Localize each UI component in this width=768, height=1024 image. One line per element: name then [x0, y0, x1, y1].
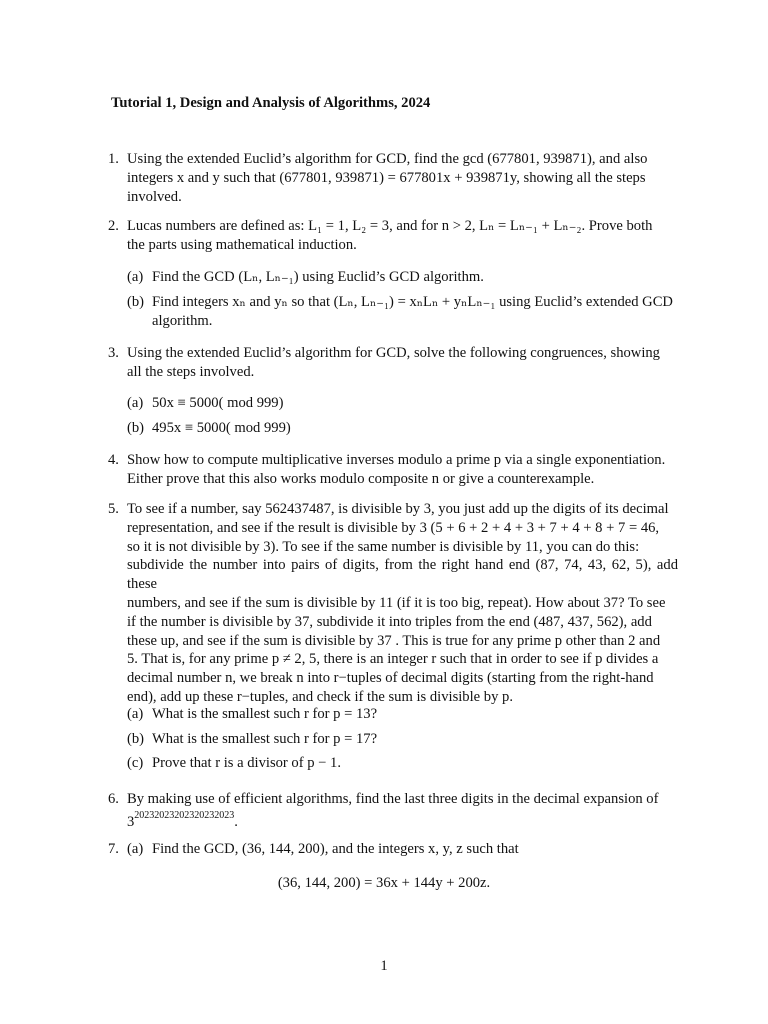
text-line: the parts using mathematical induction. — [127, 236, 357, 253]
power-expression — [127, 809, 678, 834]
question-number: 4. — [108, 452, 119, 468]
sub-text — [152, 730, 678, 749]
sub-label: (a) — [127, 269, 144, 285]
text-line: Using the extended Euclid’s algorithm for GCD, find the gcd (677801, 939871), and also — [127, 151, 648, 167]
text-line: all the steps involved. — [127, 363, 255, 380]
question-number: 1. — [108, 151, 119, 167]
question-number: 2. — [108, 218, 119, 234]
text-line: integers x and y such that (677801, 939871) = 677801x + 939871y, showing all the steps — [127, 169, 646, 186]
question-text — [127, 344, 678, 382]
sub-text — [152, 268, 678, 287]
sub-text — [152, 754, 678, 773]
sub-text — [152, 293, 678, 331]
sub-label: (c) — [127, 755, 144, 771]
text-line: What is the smallest such r for p = 13? — [152, 706, 378, 722]
text-line: algorithm. — [152, 312, 213, 329]
text-line: 50x ≡ 5000( mod 999) — [152, 395, 284, 411]
text-line: these up, and see if the sum is divisible by 37 . This is true for any prime p other than 2 and — [127, 632, 661, 649]
text-line: Find the GCD, (36, 144, 200), and the integers x, y, z such that — [152, 841, 519, 857]
text-line: representation, and see if the result is divisible by 3 (5 + 6 + 2 + 4 + 3 + 7 + 4 + 8 + 7 = 46, — [127, 519, 660, 536]
text-line: By making use of efficient algorithms, find the last three digits in the decimal expansion of — [127, 791, 659, 807]
question-number: 6. — [108, 791, 119, 807]
sub-text — [152, 705, 678, 724]
question-number: 7. — [108, 841, 119, 857]
question-text — [127, 790, 678, 834]
text-line: numbers, and see if the sum is divisible by 11 (if it is too big, repeat). How about 37? To see — [127, 594, 666, 611]
sub-label: (b) — [127, 420, 145, 436]
sub-label: (a) — [127, 395, 144, 411]
text-line: Find integers xₙ and yₙ so that (Lₙ, Lₙ₋₁) = xₙLₙ + yₙLₙ₋₁ using Euclid’s extended GCD — [152, 294, 673, 310]
text-line: involved. — [127, 188, 182, 205]
question-text — [127, 217, 678, 255]
sub-label: (b) — [127, 731, 145, 747]
text-line: Show how to compute multiplicative inverses modulo a prime p via a single exponentiation. — [127, 452, 666, 468]
power-base: 3 — [127, 813, 135, 830]
text-line: To see if a number, say 562437487, is divisible by 3, you just add up the digits of its decimal — [127, 501, 669, 517]
text-line: Prove that r is a divisor of p − 1. — [152, 755, 342, 771]
sub-text — [152, 419, 678, 438]
text-line: Find the GCD (Lₙ, Lₙ₋₁) using Euclid’s GCD algorithm. — [152, 269, 484, 285]
text-line: Either prove that this also works modulo composite n or give a counterexample. — [127, 470, 595, 487]
sub-text — [152, 394, 678, 413]
text-line: 5. That is, for any prime p ≠ 2, 5, there is an integer r such that in order to see if p divides a — [127, 651, 659, 668]
question-text — [127, 150, 678, 206]
sub-label: (b) — [127, 294, 145, 310]
text-line: if the number is divisible by 37, subdivide it into triples from the end (487, 437, 562), add — [127, 613, 652, 630]
power-tail: . — [234, 813, 238, 830]
text-line: What is the smallest such r for p = 17? — [152, 731, 378, 747]
text-line: Using the extended Euclid’s algorithm for GCD, solve the following congruences, showing — [127, 345, 660, 361]
text-line: so it is not divisible by 3). To see if the same number is divisible by 11, you can do this: — [127, 538, 640, 555]
sub-label: (a) — [127, 841, 144, 857]
text-line: Lucas numbers are defined as: L₁ = 1, L₂ = 3, and for n > 2, Lₙ = Lₙ₋₁ + Lₙ₋₂. Prove both — [127, 218, 653, 234]
page-number: 1 — [380, 958, 388, 974]
question-text — [127, 500, 678, 707]
sub-text — [152, 840, 678, 859]
text-line: end), add up these r−tuples, and check if the sum is divisible by p. — [127, 688, 513, 705]
question-number: 5. — [108, 501, 119, 517]
sub-label: (a) — [127, 706, 144, 722]
question-number: 3. — [108, 345, 119, 361]
text-line: decimal number n, we break n into r−tuples of decimal digits (starting from the right-hand — [127, 670, 654, 687]
text-line: subdivide the number into pairs of digits, from the right hand end (87, 74, 43, 62, 5), add these — [127, 557, 678, 593]
question-text — [127, 451, 678, 489]
text-line: 495x ≡ 5000( mod 999) — [152, 420, 291, 436]
power-exponent: 20232023202320232023 — [134, 809, 235, 821]
document-title: Tutorial 1, Design and Analysis of Algorithms, 2024 — [111, 95, 431, 111]
display-equation: (36, 144, 200) = 36x + 144y + 200z. — [277, 875, 491, 891]
